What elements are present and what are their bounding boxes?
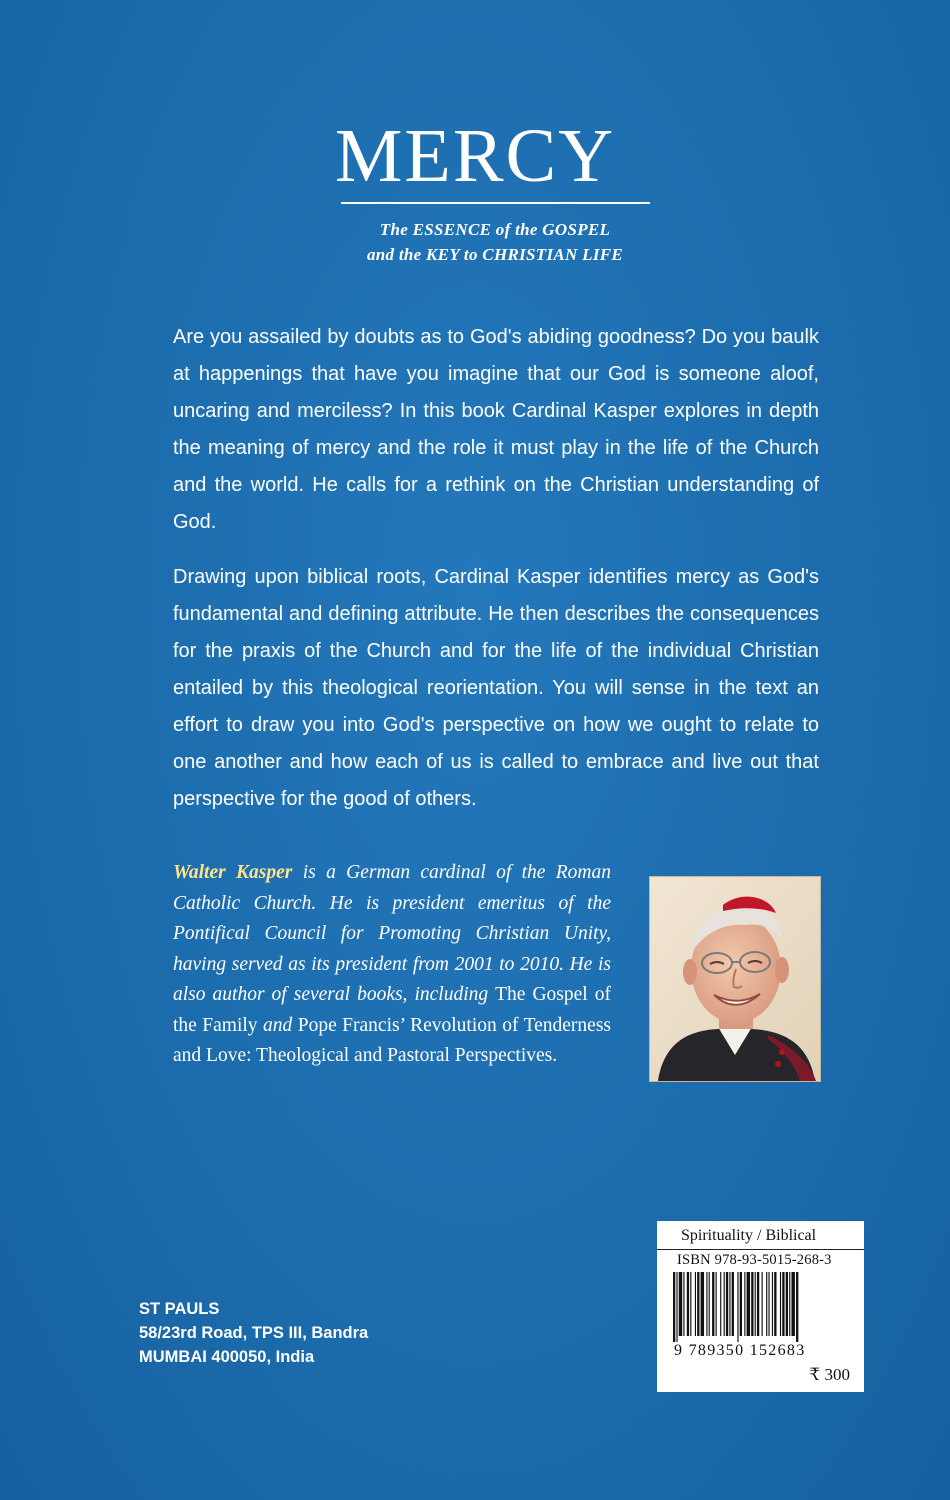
barcode-bar bbox=[673, 1272, 675, 1342]
barcode-image bbox=[673, 1272, 849, 1342]
barcode-bar bbox=[796, 1272, 798, 1342]
barcode-bar bbox=[782, 1272, 784, 1336]
subtitle-line-2: and the KEY to CHRISTIAN LIFE bbox=[366, 245, 624, 264]
barcode-bar bbox=[720, 1272, 721, 1336]
barcode-bar bbox=[676, 1272, 677, 1342]
publisher-name: ST PAULS bbox=[139, 1300, 220, 1318]
barcode-bar bbox=[780, 1272, 781, 1336]
subtitle-line-1: The ESSENCE of the GOSPEL bbox=[379, 220, 611, 239]
barcode-bar bbox=[679, 1272, 682, 1336]
blurb-paragraph-2: Drawing upon biblical roots, Cardinal Kasper identifies mercy as God's fundamental and defining attribute. He then describes the consequences for the praxis of the Church and for the life of the individual Christian entailed by this theological reorientation. You will sense in the text an effort to draw you into God's perspective on how we ought to relate to one another and how each of us is called to embrace and live out that perspective for the good of others. bbox=[173, 566, 819, 810]
barcode-bar bbox=[697, 1272, 699, 1336]
barcode-bar bbox=[690, 1272, 691, 1336]
title-divider bbox=[341, 202, 650, 204]
barcode-bar bbox=[791, 1272, 794, 1336]
barcode-bar bbox=[701, 1272, 704, 1336]
barcode-bar bbox=[747, 1272, 750, 1336]
author-name: Walter Kasper bbox=[173, 862, 293, 883]
barcode-bar bbox=[757, 1272, 759, 1336]
author-bio-text: is a German cardinal of the Roman Catholic Church. He is president emeritus of the Pontifical Council for Promoting Christian Unity, having served as its president from 2001 to 2010. He is also author of several books, including bbox=[173, 862, 611, 1005]
book-title-1: The Gospel of the Family bbox=[173, 984, 611, 1036]
publisher-address-line-2: MUMBAI 400050, India bbox=[139, 1348, 315, 1366]
barcode-bar bbox=[687, 1272, 689, 1336]
book-category: Spirituality / Biblical bbox=[681, 1227, 817, 1244]
barcode-bar bbox=[732, 1272, 734, 1336]
barcode-bar bbox=[709, 1272, 710, 1336]
barcode-bar bbox=[737, 1272, 738, 1342]
barcode-bar bbox=[768, 1272, 769, 1336]
publisher-info bbox=[139, 1297, 368, 1369]
barcode-bar bbox=[772, 1272, 773, 1336]
barcode-bar bbox=[766, 1272, 767, 1336]
barcode-bar bbox=[712, 1272, 714, 1336]
barcode-bar bbox=[706, 1272, 707, 1336]
book-title: MERCY bbox=[334, 114, 616, 198]
barcode-bar bbox=[774, 1272, 776, 1336]
barcode-bar bbox=[755, 1272, 756, 1336]
barcode-bar bbox=[740, 1272, 742, 1336]
publisher-address-line-1: 58/23rd Road, TPS III, Bandra bbox=[139, 1324, 369, 1342]
book-title-2: Pope Francis’ Revolution of Tenderness and Love: Theological and Pastoral Perspectives. bbox=[173, 1014, 612, 1066]
barcode-bar bbox=[716, 1272, 717, 1336]
author-photo bbox=[649, 876, 821, 1082]
barcode-bar bbox=[729, 1272, 730, 1336]
barcode-bar bbox=[762, 1272, 763, 1336]
book-subtitle bbox=[0, 217, 950, 267]
author-bio-connector: and bbox=[257, 1014, 298, 1036]
barcode-bar bbox=[789, 1272, 790, 1336]
barcode-divider bbox=[657, 1249, 864, 1250]
barcode-number: 9 789350 152683 bbox=[674, 1342, 806, 1359]
barcode-label bbox=[657, 1221, 864, 1392]
barcode-bar bbox=[695, 1272, 696, 1336]
barcode-bar bbox=[786, 1272, 788, 1336]
barcode-bar bbox=[744, 1272, 745, 1336]
isbn-text: ISBN 978-93-5015-268-3 bbox=[677, 1252, 832, 1268]
barcode-bar bbox=[683, 1272, 684, 1336]
barcode-bar bbox=[724, 1272, 725, 1336]
book-price: ₹ 300 bbox=[809, 1365, 850, 1384]
author-portrait-image bbox=[650, 877, 820, 1081]
author-bio bbox=[173, 858, 611, 1072]
barcode-bar bbox=[726, 1272, 728, 1336]
blurb-paragraph-1: Are you assailed by doubts as to God's abiding goodness? Do you baulk at happenings that have you imagine that our God is someone aloof, uncaring and merciless? In this book Cardinal Kasper explores in depth the meaning of mercy and the role it must play in the life of the Church and the world. He calls for a rethink on the Christian understanding of God. bbox=[173, 326, 819, 533]
barcode-bar bbox=[751, 1272, 753, 1336]
